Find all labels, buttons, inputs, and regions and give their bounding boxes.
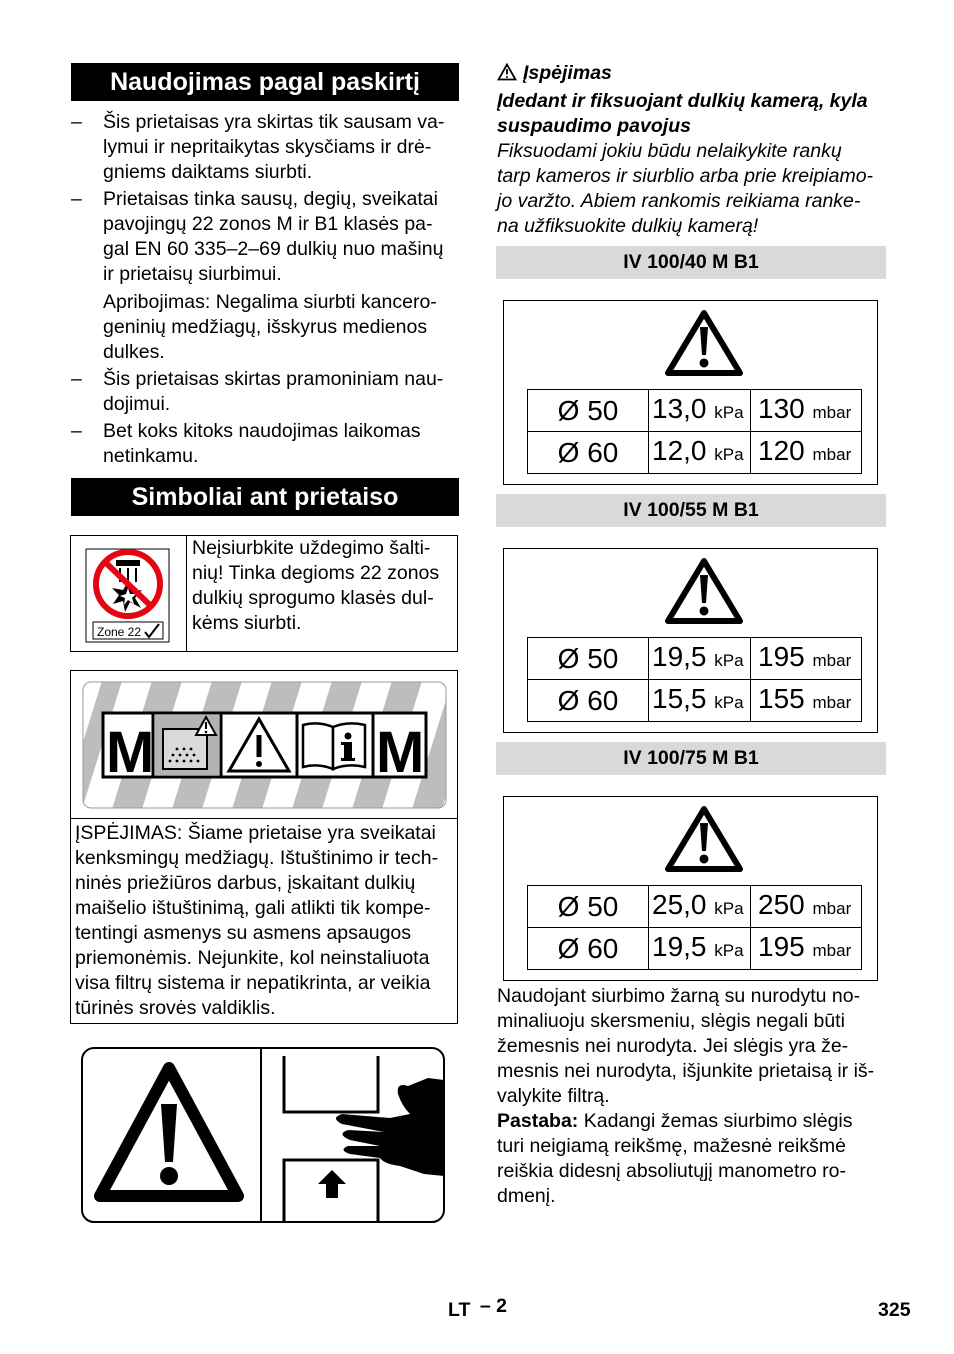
suction-spec-table (527, 637, 862, 722)
suction-spec-box (503, 796, 878, 981)
read-manual-icon (303, 723, 365, 769)
hose-diameter: Ø 50 (528, 638, 649, 680)
pressure-mbar: 195 mbar (751, 928, 862, 970)
m-class-letter: M (376, 720, 425, 785)
bullet-dash: – (71, 368, 82, 390)
pressure-kpa: 13,0 kPa (649, 390, 751, 432)
dust-container-icon (155, 715, 219, 775)
pressure-mbar: 155 mbar (751, 680, 862, 722)
crush-hazard-pictogram (80, 1046, 446, 1224)
warning-label: Įspėjimas (523, 62, 612, 84)
page-number: 325 (878, 1299, 911, 1321)
model-heading: IV 100/75 M B1 (496, 742, 886, 775)
table-row (528, 680, 862, 722)
usage-text: Naudojant siurbimo žarną su nurodytu no- minaliuoju skersmeniu, slėgis negali būti žemesnis nei nurodyta. Jei slėgis yra že- mesnis nei nurodyta, išjunkite prietaisą ir iš- valykite filtrą. Pastaba: Kadangi žemas siurbimo slėgis turi neigiamą reikšmę, mažesnė reikšmė reiškia didesnį absoliutųjį manometro ro- dmenį. (497, 985, 875, 1207)
hose-diameter: Ø 50 (528, 886, 649, 928)
table-row (528, 886, 862, 928)
list-item: – Šis prietaisas skirtas pramoniniam nau- dojimui. (71, 368, 444, 415)
pressure-kpa: 25,0 kPa (649, 886, 751, 928)
zone-description: Neįsiurbkite uždegimo šalti- nių! Tinka degioms 22 zonos dulkių sprogumo klasės dul- kėms siurbti. (192, 537, 440, 634)
model-heading: IV 100/55 M B1 (496, 494, 886, 527)
no-ignition-sources-icon (85, 548, 171, 644)
limitation-note: Apribojimas: Negalima siurbti kancero- geninių medžiagų, išskyrus medienos dulkes. (103, 291, 437, 363)
hazard-label-graphic (82, 681, 447, 809)
warning-body: Fiksuodami jokiu būdu nelaikykite rankų tarp kameros ir siurblio arba prie kreipiamo- jo varžto. Abiem rankomis reikiama ranke- na užfiksuokite dulkių kamerą! (497, 140, 874, 237)
bullet-dash: – (71, 188, 82, 210)
hose-diameter: Ø 60 (528, 680, 649, 722)
pressure-kpa: 12,0 kPa (649, 432, 751, 474)
suction-spec-table (527, 885, 862, 970)
pressure-mbar: 250 mbar (751, 886, 862, 928)
hose-diameter: Ø 50 (528, 390, 649, 432)
suction-spec-box (503, 548, 878, 733)
note-label: Pastaba: (497, 1110, 579, 1132)
section-title-symbols: Simboliai ant prietaiso (71, 478, 459, 516)
warning-triangle-icon (664, 805, 744, 873)
pressure-mbar: 130 mbar (751, 390, 862, 432)
pressure-mbar: 195 mbar (751, 638, 862, 680)
hose-diameter: Ø 60 (528, 928, 649, 970)
section-title-intended-use: Naudojimas pagal paskirtį (71, 63, 459, 101)
hazard-warning-box (70, 670, 458, 1024)
pressure-kpa: 19,5 kPa (649, 638, 751, 680)
hose-diameter: Ø 60 (528, 432, 649, 474)
table-row (528, 390, 862, 432)
table-row (528, 638, 862, 680)
suction-spec-table (527, 389, 862, 474)
warning-title: Įdedant ir fiksuojant dulkių kamerą, kyla suspaudimo pavojus (497, 90, 868, 137)
warning-heading (497, 61, 897, 86)
zone-symbol-box (70, 535, 458, 652)
table-row (528, 928, 862, 970)
suction-spec-box (503, 300, 878, 485)
list-item: – Bet koks kitoks naudojimas laikomas netinkamu. (71, 420, 421, 467)
footer-language: LT – 2 (448, 1295, 507, 1321)
pressure-kpa: 19,5 kPa (649, 928, 751, 970)
zone-label: Zone 22 (97, 625, 142, 639)
warning-triangle-icon (664, 557, 744, 625)
table-row (528, 432, 862, 474)
warning-triangle-icon (497, 63, 517, 81)
model-heading: IV 100/40 M B1 (496, 246, 886, 279)
list-item: – Šis prietaisas yra skirtas tik sausam va- lymui ir nepritaikytas skysčiams ir drė- gniems daiktams siurbti. (71, 111, 445, 183)
list-item: – Prietaisas tinka sausų, degių, sveikatai pavojingų 22 zonos M ir B1 klasės pa- gal EN 60 335–2–69 dulkių nuo mašinų ir prietaisų siurbimui. (71, 188, 444, 285)
m-class-letter: M (106, 720, 155, 785)
pressure-mbar: 120 mbar (751, 432, 862, 474)
bullet-dash: – (71, 420, 82, 442)
bullet-dash: – (71, 111, 82, 133)
warning-triangle-icon (664, 309, 744, 377)
pressure-kpa: 15,5 kPa (649, 680, 751, 722)
hazard-warning-text: ĮSPĖJIMAS: Šiame prietaise yra sveikatai kenksmingų medžiagų. Ištuštinimo ir tech- ninės priežiūros darbus, įskaitant dulkių maišelio ištuštinimą, gali atlikti tik kompe- tentingi asmenys su asmens apsaugos priemonėmis. Nejunkite, kol neinstaliuota visa filtrų sistema ir nepatikrinta, ar veikia tūrinės srovės valdiklis. (75, 822, 439, 1019)
